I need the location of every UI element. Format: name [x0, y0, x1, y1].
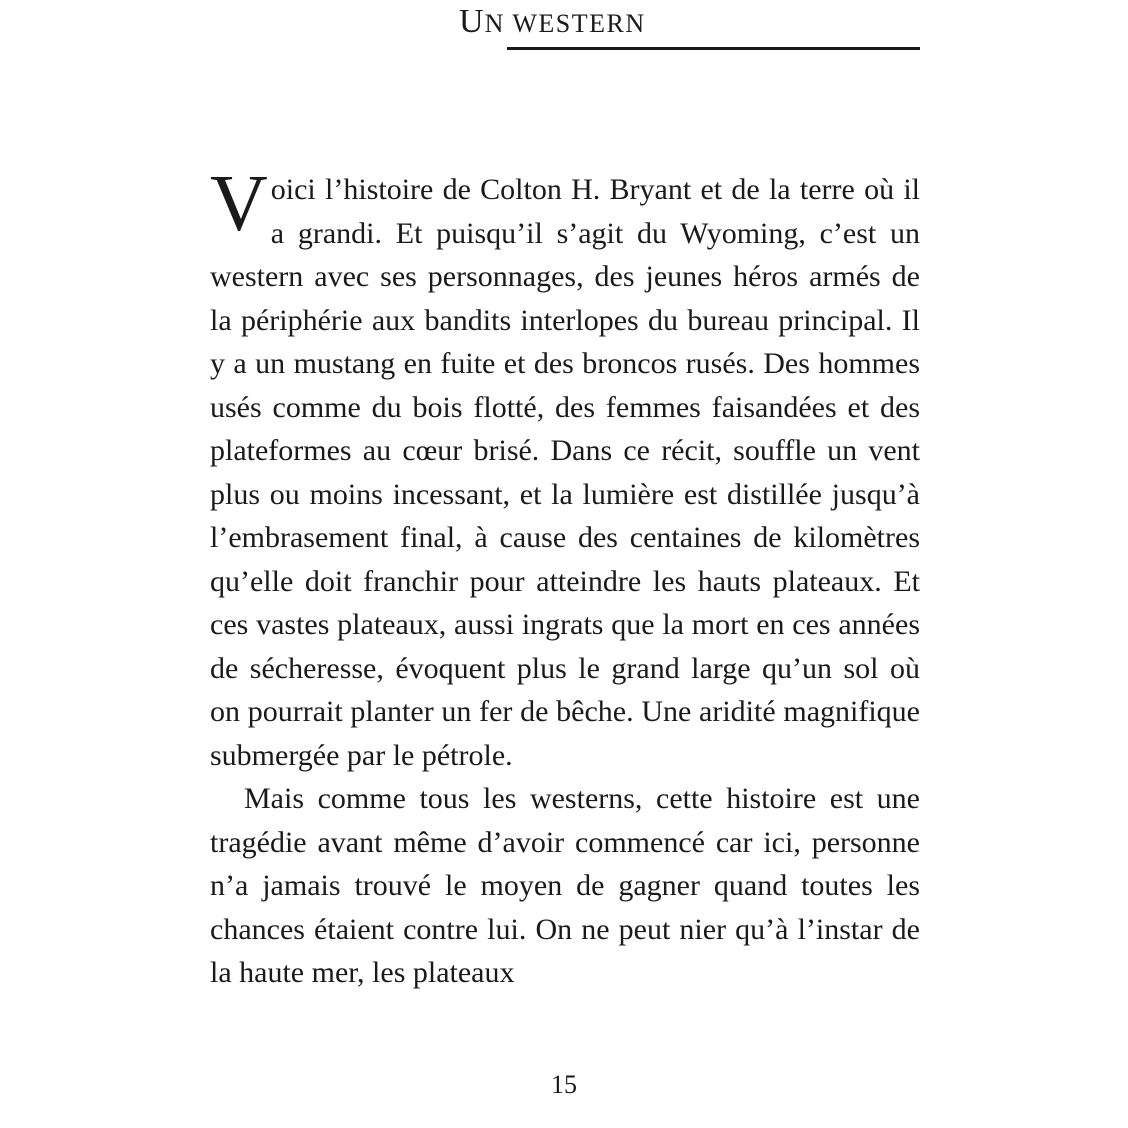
chapter-title-initial: U — [459, 3, 485, 40]
paragraph-1-text: oici l’histoire de Colton H. Bryant et de la terre où il a grandi. Et puisqu’il s’agit du Wyoming, c’est un western avec ses personnages, des jeunes héros armés de la périphérie aux bandits interlopes du bureau principal. Il y a un mustang en fuite et des broncos rusés. Des hommes usés comme du bois flotté, des femmes faisandées et des plateformes au cœur brisé. Dans ce récit, souffle un vent plus ou moins incessant, et la lumière est distillée jusqu’à l’embrasement final, à cause des centaines de kilomètres qu’elle doit franchir pour atteindre les hauts plateaux. Et ces vastes plateaux, aussi ingrats que la mort en ces années de sécheresse, évoquent plus le grand large qu’un sol où on pourrait planter un fer de bêche. Une aridité magnifique submergée par le pétrole. — [210, 173, 920, 772]
paragraph-1 — [210, 160, 920, 777]
drop-cap: V — [210, 160, 268, 248]
running-head — [0, 0, 1128, 60]
chapter-title-rest: N WESTERN — [484, 9, 646, 38]
chapter-title — [459, 4, 646, 42]
paragraph-2: Mais comme tous les westerns, cette histoire est une tragédie avant même d’avoir commencé car ici, personne n’a jamais trouvé le moyen de gagner quand toutes les chances étaient contre lui. On ne peut nier qu’à l’instar de la haute mer, les plateaux — [210, 782, 920, 989]
header-rule — [507, 47, 920, 50]
body-text — [210, 160, 920, 995]
page-number: 15 — [551, 1070, 577, 1099]
